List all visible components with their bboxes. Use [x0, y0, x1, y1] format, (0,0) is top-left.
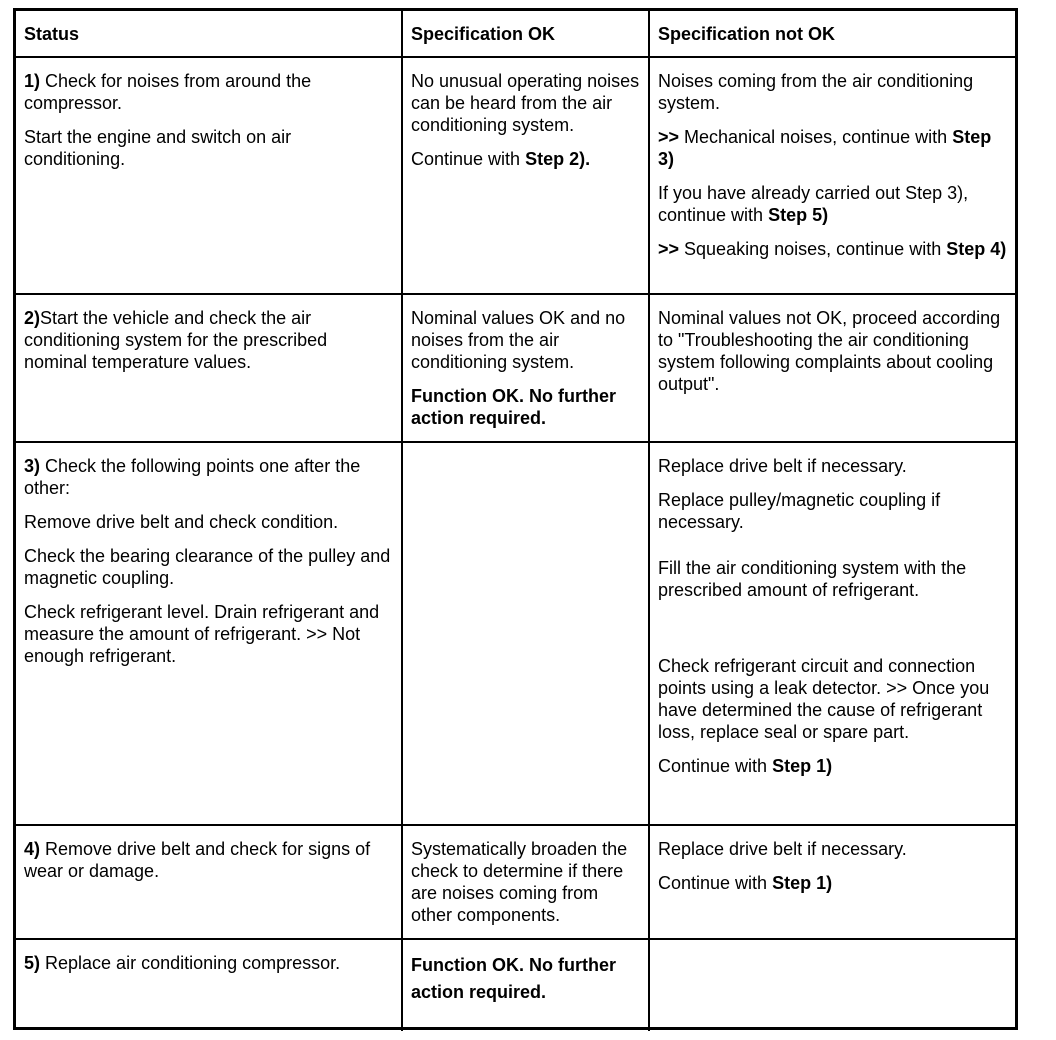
- spec-ok-cell: [402, 294, 649, 442]
- table-row: [16, 57, 1015, 294]
- table-row: [16, 294, 1015, 442]
- spec-not-ok-cell: [649, 939, 1015, 1031]
- status-cell: [16, 57, 402, 294]
- status-cell: [16, 294, 402, 442]
- cell-paragraph: Function OK. No further action required.: [411, 386, 616, 428]
- spec-not-ok-cell: [649, 57, 1015, 294]
- status-cell: [16, 939, 402, 1031]
- cell-paragraph: Fill the air conditioning system with the prescribed amount of refrigerant.: [658, 558, 967, 600]
- cell-paragraph: 1) Check for noises from around the compressor.: [24, 71, 312, 113]
- header-status: Status: [16, 11, 402, 57]
- cell-paragraph: >> Squeaking noises, continue with Step 4): [658, 239, 1007, 259]
- troubleshooting-table: [16, 11, 1015, 1031]
- cell-paragraph: Systematically broaden the check to determine if there are noises coming from other components.: [411, 839, 628, 925]
- cell-paragraph: If you have already carried out Step 3), continue with Step 5): [658, 183, 969, 225]
- cell-paragraph: 4) Remove drive belt and check for signs of wear or damage.: [24, 839, 371, 881]
- spec-not-ok-cell: [649, 294, 1015, 442]
- spec-not-ok-cell: [649, 442, 1015, 825]
- cell-paragraph: Remove drive belt and check condition.: [24, 512, 339, 532]
- cell-paragraph: Nominal values not OK, proceed according to "Troubleshooting the air conditioning system following complaints about cooling output".: [658, 308, 1001, 394]
- cell-paragraph: Continue with Step 2).: [411, 149, 591, 169]
- header-spec-not-ok: Specification not OK: [649, 11, 1015, 57]
- table-row: [16, 825, 1015, 939]
- cell-paragraph: Check refrigerant circuit and connection points using a leak detector. >> Once you have determined the cause of refrigerant loss, replace seal or spare part.: [658, 656, 990, 742]
- status-cell: [16, 825, 402, 939]
- cell-paragraph: Replace drive belt if necessary.: [658, 456, 907, 476]
- spec-ok-cell: [402, 442, 649, 825]
- cell-paragraph: Start the engine and switch on air conditioning.: [24, 127, 292, 169]
- troubleshooting-sheet: [13, 8, 1018, 1030]
- spec-ok-cell: [402, 57, 649, 294]
- cell-paragraph: 5) Replace air conditioning compressor.: [24, 953, 341, 973]
- header-row: [16, 11, 1015, 57]
- cell-paragraph: No unusual operating noises can be heard from the air conditioning system.: [411, 71, 640, 135]
- header-spec-ok: Specification OK: [402, 11, 649, 57]
- cell-paragraph: >> Mechanical noises, continue with Step 3): [658, 127, 992, 169]
- spec-not-ok-cell: [649, 825, 1015, 939]
- cell-paragraph: Check refrigerant level. Drain refrigerant and measure the amount of refrigerant. >> Not enough refrigerant.: [24, 602, 380, 666]
- cell-paragraph: Function OK. No further action required.: [411, 955, 616, 1002]
- cell-paragraph: 3) Check the following points one after the other:: [24, 456, 361, 498]
- spec-ok-cell: [402, 939, 649, 1031]
- cell-paragraph: 2)Start the vehicle and check the air conditioning system for the prescribed nominal temperature values.: [24, 308, 328, 372]
- cell-paragraph: Noises coming from the air conditioning system.: [658, 71, 974, 113]
- spec-ok-cell: [402, 825, 649, 939]
- cell-paragraph: Replace pulley/magnetic coupling if necessary.: [658, 490, 941, 532]
- table-row: [16, 442, 1015, 825]
- table-row: [16, 939, 1015, 1031]
- cell-paragraph: Replace drive belt if necessary.: [658, 839, 907, 859]
- cell-paragraph: Continue with Step 1): [658, 756, 833, 776]
- status-cell: [16, 442, 402, 825]
- cell-paragraph: Continue with Step 1): [658, 873, 833, 893]
- cell-paragraph: Check the bearing clearance of the pulley and magnetic coupling.: [24, 546, 391, 588]
- cell-paragraph: Nominal values OK and no noises from the air conditioning system.: [411, 308, 626, 372]
